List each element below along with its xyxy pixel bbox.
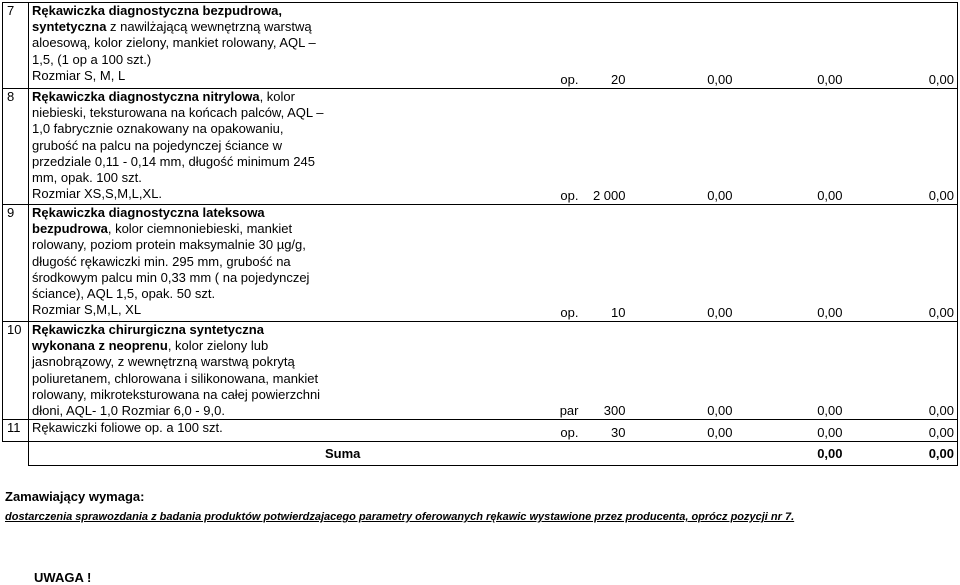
- gross-value: 0,00: [846, 3, 958, 89]
- product-size: Rozmiar S,M,L, XL: [32, 302, 142, 318]
- gross-value: 0,00: [846, 205, 958, 322]
- product-details: , kolor niebieski, teksturowana na końcach palców, AQL – 1,0 fabrycznie oznakowany na opakowaniu, grubość na palcu na pojedynczej ściance w przedziale 0,11 - 0,14 mm, długość minimum 245 mm, opak. 100 szt.: [32, 89, 324, 186]
- quantity: 10: [582, 205, 629, 322]
- table-row: [3, 3, 958, 89]
- gross-value: 0,00: [846, 420, 958, 442]
- table-row: [3, 420, 958, 442]
- net-value: 0,00: [736, 3, 846, 89]
- product-details: Rękawiczki foliowe op. a 100 szt.: [32, 420, 223, 436]
- product-name: Rękawiczka diagnostyczna lateksowa bezpudrowa: [32, 205, 265, 237]
- unit-price: 0,00: [629, 420, 736, 442]
- requirement-text: dostarczenia sprawozdania z badania produktów potwierdzajacego parametry oferowanych rękawic wystawione przez producenta, oprócz pozycji nr 7.: [5, 511, 795, 523]
- product-size: Rozmiar S, M, L: [32, 67, 126, 83]
- product-name: Rękawiczka diagnostyczna nitrylowa: [32, 89, 260, 104]
- quantity: 2 000: [582, 89, 629, 205]
- product-details: , kolor zielony lub jasnobrązowy, z wewnętrzną warstwą pokrytą poliuretanem, chlorowana i silikonowana, mankiet rolowany, mikroteksturowana na całej powierzchni dłoni, AQL- 1,0 Rozmiar 6,0 - 9,0.: [32, 338, 321, 419]
- row-number: 9: [3, 205, 29, 322]
- product-details: z nawilżającą wewnętrzną warstwą aloesową, kolor zielony, mankiet rolowany, AQL – 1,5, (1 op a 100 szt.): [32, 19, 316, 67]
- product-description: [29, 3, 329, 89]
- row-number: 8: [3, 89, 29, 205]
- row-number: 11: [3, 420, 29, 442]
- quantity: 30: [582, 420, 629, 442]
- table-row: [3, 322, 958, 420]
- unit: op.: [329, 89, 582, 205]
- product-name: Rękawiczka chirurgiczna syntetyczna wykonana z neoprenu: [32, 322, 264, 354]
- net-value: 0,00: [736, 322, 846, 420]
- net-value: 0,00: [736, 89, 846, 205]
- product-details: , kolor ciemnoniebieski, mankiet rolowany, poziom protein maksymalnie 30 µg/g, długość rękawiczki min. 295 mm, grubość na środkowym palcu min 0,33 mm ( na pojedynczej ściance), AQL 1,5, opak. 50 szt.: [32, 221, 310, 302]
- summary-net: 0,00: [736, 442, 846, 466]
- net-value: 0,00: [736, 205, 846, 322]
- product-description: [29, 205, 329, 322]
- unit: op.: [329, 420, 582, 442]
- product-name: Rękawiczka diagnostyczna bezpudrowa, syntetyczna: [32, 3, 282, 35]
- table-row: [3, 205, 958, 322]
- gross-value: 0,00: [846, 322, 958, 420]
- summary-gross: 0,00: [846, 442, 958, 466]
- table-row: [3, 89, 958, 205]
- requirement-heading: Zamawiający wymaga:: [5, 489, 145, 504]
- quantity: 300: [582, 322, 629, 420]
- net-value: 0,00: [736, 420, 846, 442]
- unit-price: 0,00: [629, 205, 736, 322]
- row-number: 10: [3, 322, 29, 420]
- summary-label: Suma: [29, 442, 629, 466]
- unit-price: 0,00: [629, 89, 736, 205]
- price-table: [2, 2, 958, 466]
- row-number: 7: [3, 3, 29, 89]
- warning-label: UWAGA !: [34, 570, 92, 585]
- unit: op.: [329, 3, 582, 89]
- unit: op.: [329, 205, 582, 322]
- product-size: Rozmiar XS,S,M,L,XL.: [32, 186, 163, 202]
- unit-price: 0,00: [629, 3, 736, 89]
- unit: par: [329, 322, 582, 420]
- gross-value: 0,00: [846, 89, 958, 205]
- summary-row: [3, 442, 958, 466]
- quantity: 20: [582, 3, 629, 89]
- product-description: [29, 322, 329, 420]
- unit-price: 0,00: [629, 322, 736, 420]
- product-description: [29, 420, 329, 442]
- product-description: [29, 89, 329, 205]
